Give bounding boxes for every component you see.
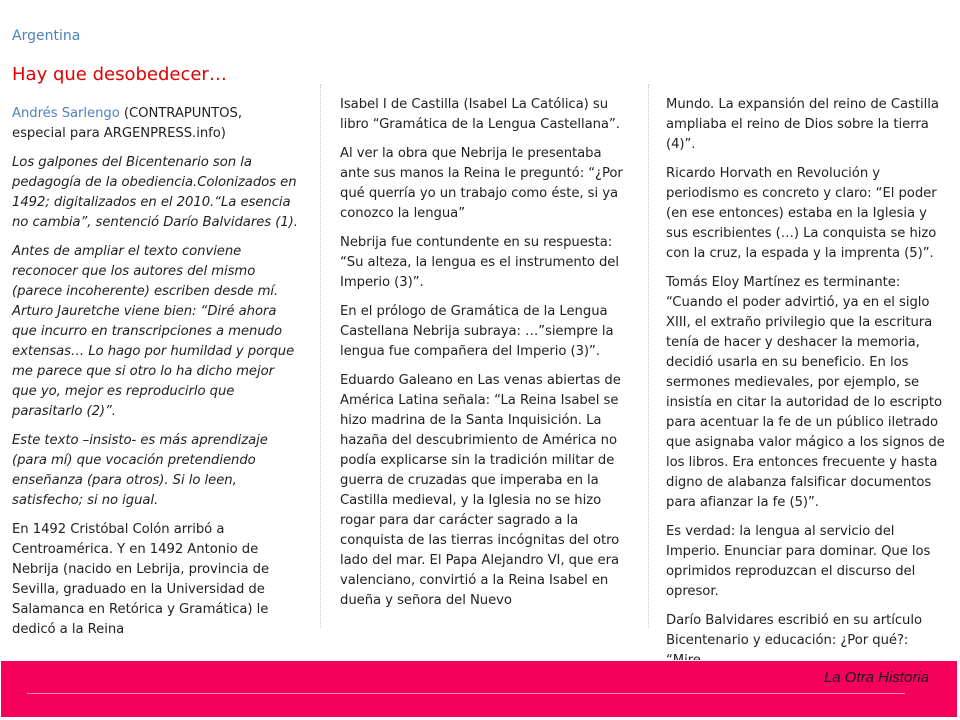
paragraph: Eduardo Galeano en Las venas abiertas de América Latina señala: “La Reina Isabel se hizo madrina de la Santa Inquisición. La hazaña del descubrimiento de América no podía explicarse sin la tradición militar de guerra de cruzadas que imperaba en la Castilla medieval, y la Iglesia no se hizo rogar para dar carácter sagrado a la conquista de las tierras incógnitas del otro lado del mar. El Papa Alejandro VI, que era valenciano, convirtió a la Reina Isabel en dueña y señora del Nuevo bbox=[340, 373, 621, 608]
author-name[interactable]: Andrés Sarlengo bbox=[12, 106, 120, 121]
paragraph: Nebrija fue contundente en su respuesta: “Su alteza, la lengua es el instrumento del Imperio (3)”. bbox=[340, 235, 619, 290]
column-3 bbox=[666, 95, 950, 680]
paragraph: Es verdad: la lengua al servicio del Imperio. Enunciar para dominar. Que los oprimidos reproduzcan el discurso del opresor. bbox=[666, 524, 931, 599]
paragraph: Ricardo Horvath en Revolución y periodismo es concreto y claro: “El poder (en ese entonces) estaba en la Iglesia y sus escribientes (…) La conquista se hizo con la cruz, la espada y la imprenta (5)”. bbox=[666, 166, 937, 261]
paragraph: Los galpones del Bicentenario son la pedagogía de la obediencia.Colonizados en 1492; digitalizados en el 2010.“La esencia no cambia”, sentenció Darío Balvidares (1). bbox=[12, 155, 298, 230]
paragraph: Isabel I de Castilla (Isabel La Católica) su libro “Gramática de la Lengua Castellana”. bbox=[340, 97, 620, 132]
paragraph: Mundo. La expansión del reino de Castilla ampliaba el reino de Dios sobre la tierra (4)”. bbox=[666, 97, 939, 152]
paragraph: Tomás Eloy Martínez es terminante: “Cuando el poder advirtió, ya en el siglo XIII, el extraño privilegio que la escritura tenía de hacer y deshacer la memoria, decidió usarla en su beneficio. En los sermones medievales, por ejemplo, se insistía en citar la autoridad de lo escripto para acentuar la fe de un público iletrado que asignaba valor mágico a los signos de los libros. Era entonces frecuente y hasta digno de alabanza falsificar documentos para afianzar la fe (5)”. bbox=[666, 275, 945, 510]
country-label: Argentina bbox=[12, 28, 81, 44]
column-1 bbox=[12, 104, 298, 649]
article-title: Hay que desobedecer… bbox=[12, 64, 227, 85]
paragraph: Al ver la obra que Nebrija le presentaba ante sus manos la Reina le preguntó: “¿Por qué querría yo un trabajo como éste, si ya conozco la lengua” bbox=[340, 146, 623, 221]
paragraph: Darío Balvidares escribió en su artículo Bicentenario y educación: ¿Por qué?: bbox=[666, 613, 922, 648]
author-source: (CONTRAPUNTOS, especial para ARGENPRESS.info) bbox=[12, 106, 242, 141]
author-byline bbox=[12, 104, 298, 144]
footer-bar bbox=[0, 660, 958, 718]
column-divider bbox=[648, 84, 649, 628]
paragraph: Este texto –insisto- es más aprendizaje (para mí) que vocación pretendiendo enseñanza (para otros). Si lo leen, satisfecho; si no igual. bbox=[12, 433, 268, 508]
column-divider bbox=[320, 84, 321, 628]
paragraph: En 1492 Cristóbal Colón arribó a Centroamérica. Y en 1492 Antonio de Nebrija (nacido en Lebrija, provincia de Sevilla, graduado en la Universidad de Salamanca en Retórica y Gramática) le dedicó a la Reina bbox=[12, 522, 270, 637]
column-2 bbox=[340, 95, 630, 620]
paragraph: En el prólogo de Gramática de la Lengua Castellana Nebrija subraya: …”siempre la lengua fue compañera del Imperio (3)”. bbox=[340, 304, 614, 359]
footer-title: La Otra Historia bbox=[823, 669, 929, 686]
paragraph: Antes de ampliar el texto conviene reconocer que los autores del mismo (parece incoherente) escriben desde mí. Arturo Jauretche viene bien: “Diré ahora que incurro en transcripciones a menudo extensas… Lo hago por humildad y porque me parece que si otro lo ha dicho mejor que yo, mejor es reproducirlo que parasitarlo (2)”. bbox=[12, 244, 295, 419]
footer-divider bbox=[27, 693, 905, 694]
